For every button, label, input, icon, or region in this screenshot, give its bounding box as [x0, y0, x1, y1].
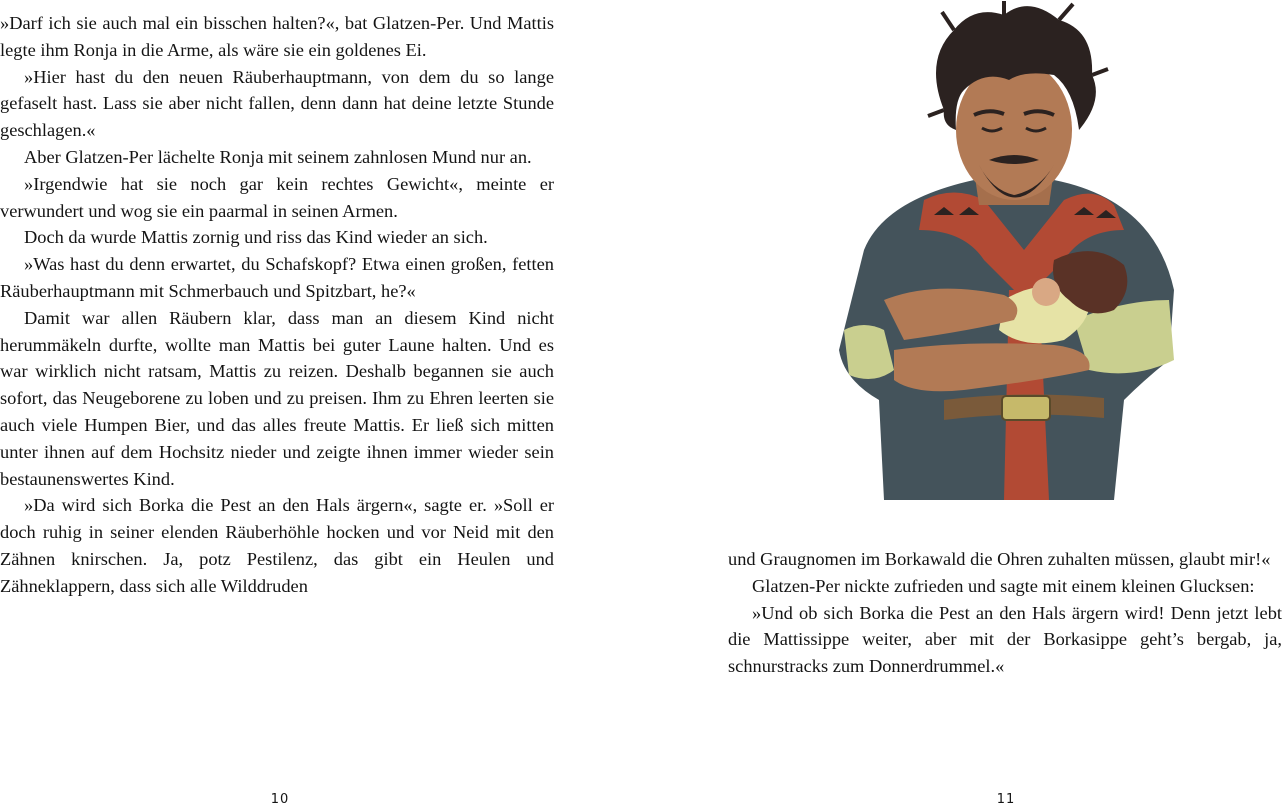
- paragraph: »Irgendwie hat sie noch gar kein rechtes Gewicht«, meinte er verwundert und wog sie ein paarmal in seinen Armen.: [0, 173, 554, 221]
- paragraph: »Und ob sich Borka die Pest an den Hals ärgern wird! Denn jetzt lebt die Mattissippe weiter, aber mit der Borkasippe geht’s bergab, ja, schnurstracks zum Donnerdrummel.«: [728, 602, 1282, 677]
- paragraph: »Hier hast du den neuen Räuberhauptmann, von dem du so lange gefaselt hast. Lass sie aber nicht fallen, denn dann hat deine letzte Stunde geschlagen.«: [0, 66, 554, 141]
- illustration-svg: [824, 0, 1184, 515]
- page-number-right: 11: [996, 792, 1016, 807]
- paragraph: Aber Glatzen-Per lächelte Ronja mit seinem zahnlosen Mund nur an.: [24, 146, 532, 167]
- page-number-left: 10: [270, 792, 290, 807]
- paragraph: Glatzen-Per nickte zufrieden und sagte mit einem kleinen Glucksen:: [752, 575, 1255, 596]
- paragraph: Doch da wurde Mattis zornig und riss das Kind wieder an sich.: [24, 227, 488, 248]
- paragraph: »Da wird sich Borka die Pest an den Hals ärgern«, sagte er. »Soll er doch ruhig in seiner elenden Räuberhöhle hocken und vor Neid mit den Zähnen knirschen. Ja, potz Pestilenz, das gibt ein Heulen und Zähneklappern, dass sich alle Wilddruden: [0, 495, 554, 596]
- paragraph: Damit war allen Räubern klar, dass man an diesem Kind nicht herummäkeln durfte, wollte man Mattis bei guter Laune halten. Und es war wirklich nicht ratsam, Mattis zu reizen. Deshalb begannen sie auch sofort, das Neugeborene zu loben und zu preisen. Ihm zu Ehren leerten sie auch viele Humpen Bier, und das alles freute Mattis. Er ließ sich mitten unter ihnen auf dem Hochsitz nieder und zeigte ihnen immer wieder sein bestaunenswertes Kind.: [0, 307, 554, 489]
- paragraph: »Was hast du denn erwartet, du Schafskopf? Etwa einen großen, fetten Räuberhauptmann mit Schmerbauch und Spitzbart, he?«: [0, 254, 554, 301]
- bearded-man-holding-baby-illustration: [824, 0, 1184, 515]
- left-page: [0, 0, 560, 809]
- paragraph: »Darf ich sie auch mal ein bisschen halten?«, bat Glatzen-Per. Und Mattis legte ihm Ronja in die Arme, als wäre sie ein goldenes Ei.: [0, 13, 554, 60]
- belt-buckle: [1002, 396, 1050, 420]
- right-page: [728, 0, 1282, 809]
- baby-face: [1032, 278, 1060, 306]
- right-page-text: [728, 546, 1282, 680]
- paragraph: und Graugnomen im Borkawald die Ohren zuhalten müssen, glaubt mir!«: [728, 549, 1271, 569]
- left-page-text: [0, 10, 554, 600]
